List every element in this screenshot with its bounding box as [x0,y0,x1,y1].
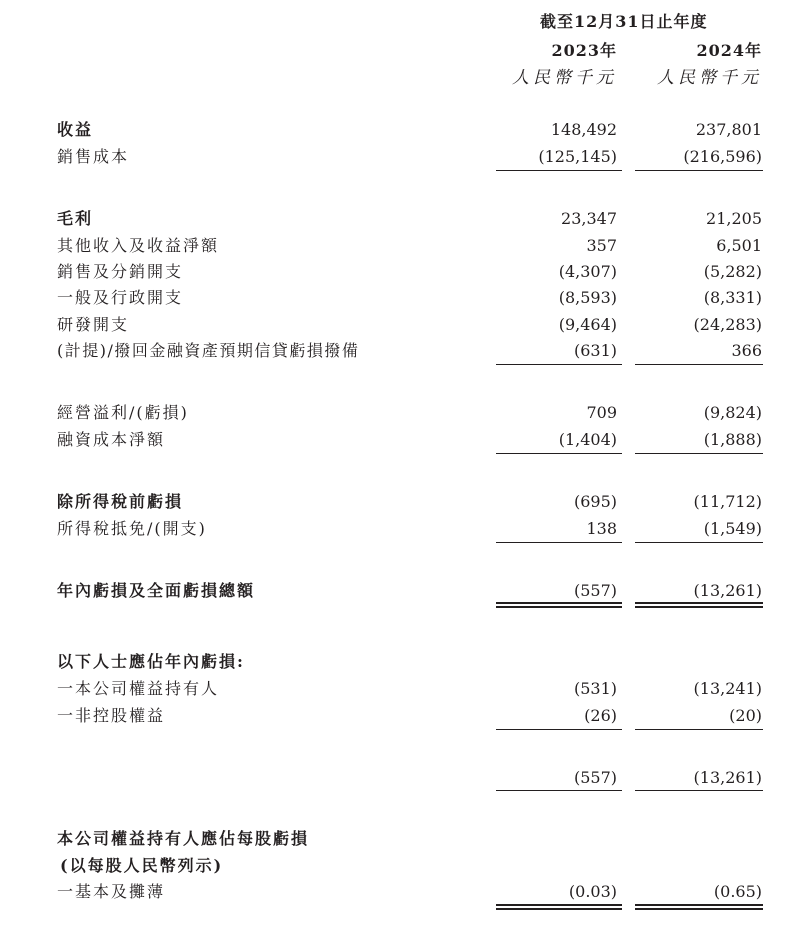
row-value-2023: 23,347 [561,209,617,228]
row-value-2023: (26) [584,706,617,725]
row-label: 銷售及分銷開支 [57,262,184,281]
row-label: 銷售成本 [57,147,130,166]
subtotal-rule [635,790,763,791]
subtotal-rule [635,729,763,730]
row-value-2024: 21,205 [706,209,762,228]
subtotal-rule [496,453,622,454]
row-value-2024: (9,824) [703,403,762,422]
row-value-2023: (9,464) [558,315,617,334]
period-header: 截至12月31日止年度 [540,12,708,31]
year-2023-header: 2023年 [551,41,617,60]
row-value-2023: (695) [573,492,617,511]
row-value-2024: (1,888) [703,430,762,449]
row-value-2024: 237,801 [695,120,762,139]
row-value-2024: (1,549) [703,519,762,538]
row-value-2023: (531) [573,679,617,698]
row-value-2024: (13,261) [693,581,762,600]
row-value-2023: (557) [573,768,617,787]
row-label: (以每股人民幣列示) [60,856,224,875]
row-value-2024: (13,261) [693,768,762,787]
row-value-2023: (8,593) [558,288,617,307]
row-value-2024: (11,712) [693,492,762,511]
row-label: 一般及行政開支 [57,288,184,307]
row-label: 一本公司權益持有人 [57,679,220,698]
row-value-2023: (0.03) [568,882,617,901]
total-double-rule [635,904,763,910]
row-value-2023: (4,307) [558,262,617,281]
row-label: 融資成本淨額 [57,430,166,449]
row-label: 其他收入及收益淨額 [57,236,220,255]
row-value-2023: 138 [586,519,617,538]
row-value-2024: (5,282) [703,262,762,281]
row-value-2024: (20) [729,706,762,725]
row-value-2024: (0.65) [713,882,762,901]
row-label: 一基本及攤薄 [57,882,166,901]
year-2024-header: 2024年 [696,41,762,60]
row-label: (計提)/撥回金融資產預期信貸虧損撥備 [57,341,360,360]
subtotal-rule [635,542,763,543]
unit-2024-header: 人民幣千元 [657,68,762,88]
row-value-2024: (216,596) [683,147,762,166]
total-double-rule [496,904,622,910]
row-label: 收益 [57,120,94,139]
row-label: 以下人士應佔年內虧損: [57,652,245,671]
subtotal-rule [496,790,622,791]
row-value-2023: (631) [573,341,617,360]
subtotal-rule [496,364,622,365]
row-value-2023: (557) [573,581,617,600]
subtotal-rule [496,542,622,543]
subtotal-rule [635,364,763,365]
subtotal-rule [635,453,763,454]
row-value-2024: 366 [731,341,762,360]
row-value-2024: (8,331) [703,288,762,307]
row-value-2024: 6,501 [716,236,762,255]
subtotal-rule [635,170,763,171]
row-label: 研發開支 [57,315,130,334]
row-label: 年內虧損及全面虧損總額 [57,581,256,600]
row-value-2023: 148,492 [550,120,617,139]
row-label: 毛利 [57,209,94,228]
row-label: 一非控股權益 [57,706,166,725]
row-value-2023: 357 [586,236,617,255]
row-label: 經營溢利/(虧損) [57,403,189,422]
row-value-2024: (24,283) [693,315,762,334]
subtotal-rule [496,729,622,730]
row-value-2023: (1,404) [558,430,617,449]
unit-2023-header: 人民幣千元 [512,68,617,88]
subtotal-rule [496,170,622,171]
total-double-rule [496,602,622,608]
row-value-2023: (125,145) [538,147,617,166]
row-value-2024: (13,241) [693,679,762,698]
row-label: 所得稅抵免/(開支) [57,519,207,538]
total-double-rule [635,602,763,608]
row-label: 除所得稅前虧損 [57,492,184,511]
row-label: 本公司權益持有人應佔每股虧損 [57,829,310,848]
row-value-2023: 709 [586,403,617,422]
